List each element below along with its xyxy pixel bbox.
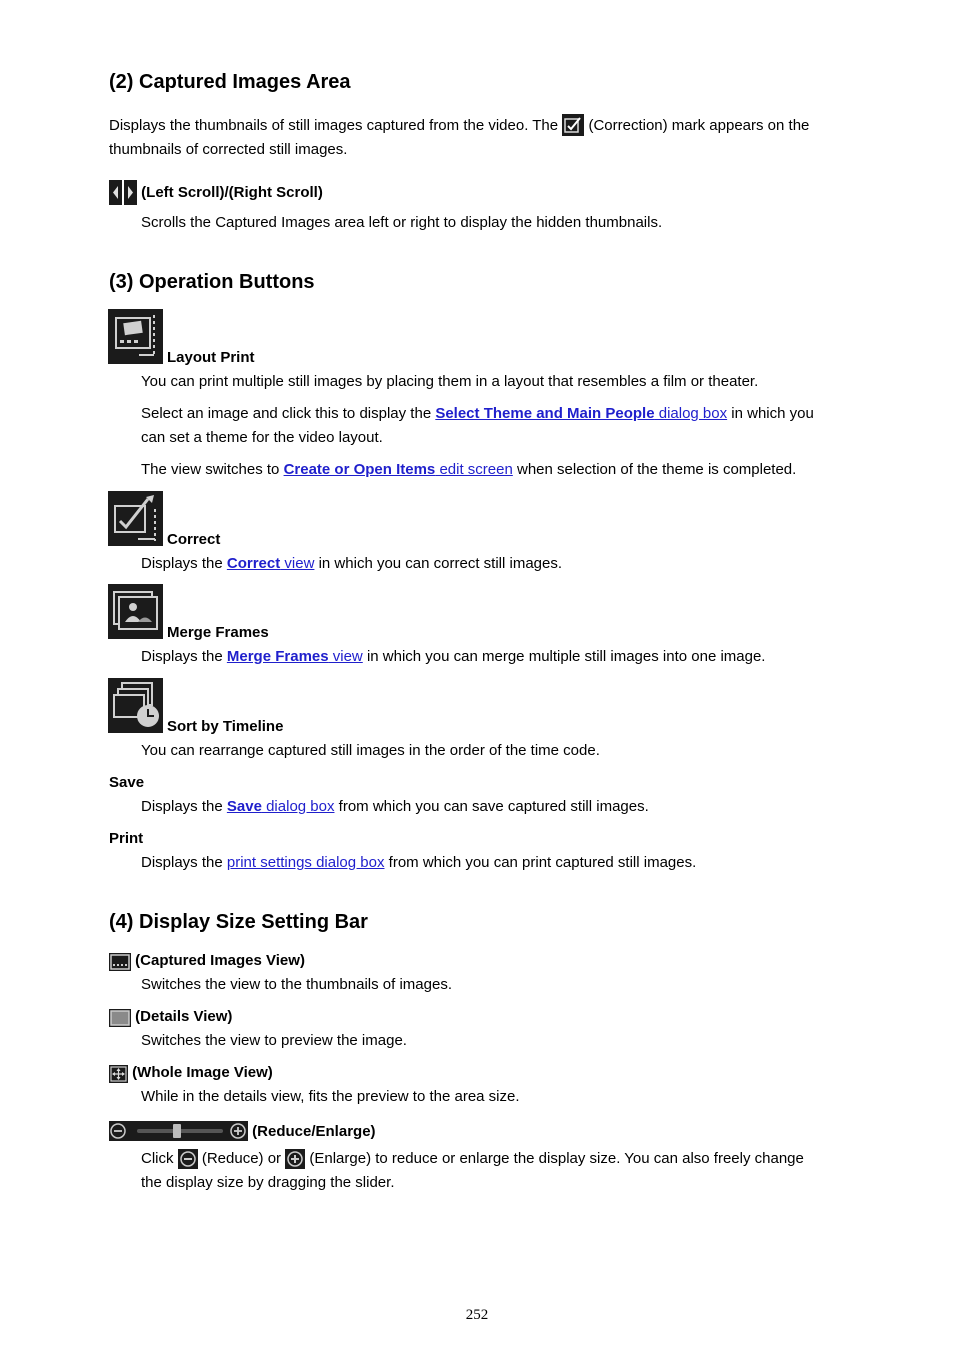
desc-text: the display size by dragging the slider. [141, 1174, 395, 1191]
desc-text: from which you can print captured still images. [384, 854, 697, 871]
link-rest: view [328, 648, 363, 665]
scroll-term-label: (Left Scroll)/(Right Scroll) [141, 184, 323, 201]
link-bold: Save [226, 798, 262, 815]
print-settings-link[interactable]: print settings dialog box [226, 854, 385, 871]
reduce-icon[interactable] [178, 1149, 198, 1169]
scroll-desc: Scrolls the Captured Images area left or right to display the hidden thumbnails. [141, 214, 663, 231]
link-bold: Create or Open Items [283, 461, 436, 478]
left-scroll-icon[interactable] [109, 180, 122, 205]
link-rest: dialog box [654, 405, 728, 422]
desc-text: can set a theme for the video layout. [141, 429, 383, 446]
save-desc [141, 795, 871, 819]
intro-text: thumbnails of corrected still images. [109, 141, 348, 158]
details-view-term [109, 1005, 232, 1029]
desc-text: in which you can merge multiple still images into one image. [362, 648, 766, 665]
scroll-term [109, 180, 323, 205]
layout-print-desc-3 [141, 458, 871, 482]
whole-image-view-desc: While in the details view, fits the preview to the area size. [141, 1088, 520, 1105]
link-rest: view [280, 555, 315, 572]
term-label: (Whole Image View) [132, 1064, 273, 1081]
section-heading-display-size: (4) Display Size Setting Bar [109, 911, 368, 933]
desc-text: Displays the [141, 555, 227, 572]
sort-by-timeline-term: Sort by Timeline [167, 718, 284, 735]
save-term: Save [109, 774, 145, 791]
details-view-icon[interactable] [109, 1009, 131, 1027]
enlarge-icon[interactable] [285, 1149, 305, 1169]
layout-print-desc-2 [141, 402, 871, 450]
desc-text: Displays the [141, 798, 227, 815]
section-heading-captured-images: (2) Captured Images Area [109, 71, 351, 93]
sort-by-timeline-icon[interactable] [108, 678, 163, 733]
whole-image-view-icon[interactable] [109, 1065, 128, 1083]
reduce-enlarge-term [109, 1120, 376, 1144]
term-label: (Details View) [135, 1008, 233, 1025]
whole-image-view-term [109, 1061, 273, 1085]
link-rest: edit screen [435, 461, 513, 478]
desc-text: (Enlarge) to reduce or enlarge the display size. You can also freely change [305, 1150, 804, 1167]
captured-images-intro [109, 114, 871, 162]
link-rest: dialog box [261, 798, 335, 815]
desc-text: Click [141, 1150, 178, 1167]
correct-desc [141, 552, 871, 576]
reduce-enlarge-desc [141, 1147, 871, 1195]
save-dialog-link[interactable] [227, 798, 335, 815]
page-number: 252 [465, 1307, 489, 1323]
desc-text: Select an image and click this to display the [141, 405, 436, 422]
merge-frames-desc [141, 645, 871, 669]
desc-text: Displays the [141, 648, 227, 665]
select-theme-link[interactable] [435, 405, 727, 422]
section-heading-operation-buttons: (3) Operation Buttons [109, 271, 315, 293]
desc-text: in which you [727, 405, 814, 422]
merge-frames-term: Merge Frames [167, 624, 269, 641]
link-bold: Correct [226, 555, 281, 572]
captured-images-view-desc: Switches the view to the thumbnails of images. [141, 976, 452, 993]
captured-images-view-icon[interactable] [109, 953, 131, 971]
intro-text: (Correction) mark appears on the [584, 117, 810, 134]
link-bold: Merge Frames [226, 648, 329, 665]
desc-text: when selection of the theme is completed. [512, 461, 797, 478]
desc-text: The view switches to [141, 461, 284, 478]
sort-by-timeline-desc: You can rearrange captured still images in the order of the time code. [141, 742, 600, 759]
details-view-desc: Switches the view to preview the image. [141, 1032, 407, 1049]
merge-frames-view-link[interactable] [227, 648, 363, 665]
intro-text: Displays the thumbnails of still images captured from the video. The [109, 117, 563, 134]
correct-view-link[interactable] [227, 555, 315, 572]
desc-text: (Reduce) or [197, 1150, 286, 1167]
layout-print-icon[interactable] [108, 309, 163, 364]
print-desc [141, 851, 871, 875]
desc-text: in which you can correct still images. [314, 555, 563, 572]
create-open-items-link[interactable] [284, 461, 513, 478]
correct-icon[interactable] [108, 491, 163, 546]
merge-frames-icon[interactable] [108, 584, 163, 639]
captured-images-view-term [109, 949, 305, 973]
link-bold: Select Theme and Main People [435, 405, 655, 422]
correct-term: Correct [167, 531, 221, 548]
right-scroll-icon[interactable] [124, 180, 137, 205]
term-label: (Captured Images View) [135, 952, 305, 969]
layout-print-term: Layout Print [167, 349, 255, 366]
desc-text: Displays the [141, 854, 227, 871]
print-term: Print [109, 830, 144, 847]
correction-mark-icon [562, 114, 584, 136]
term-label: (Reduce/Enlarge) [252, 1123, 376, 1140]
size-slider-bar[interactable] [109, 1121, 248, 1141]
layout-print-desc-1: You can print multiple still images by placing them in a layout that resembles a film or theater. [141, 373, 759, 390]
desc-text: from which you can save captured still images. [334, 798, 649, 815]
